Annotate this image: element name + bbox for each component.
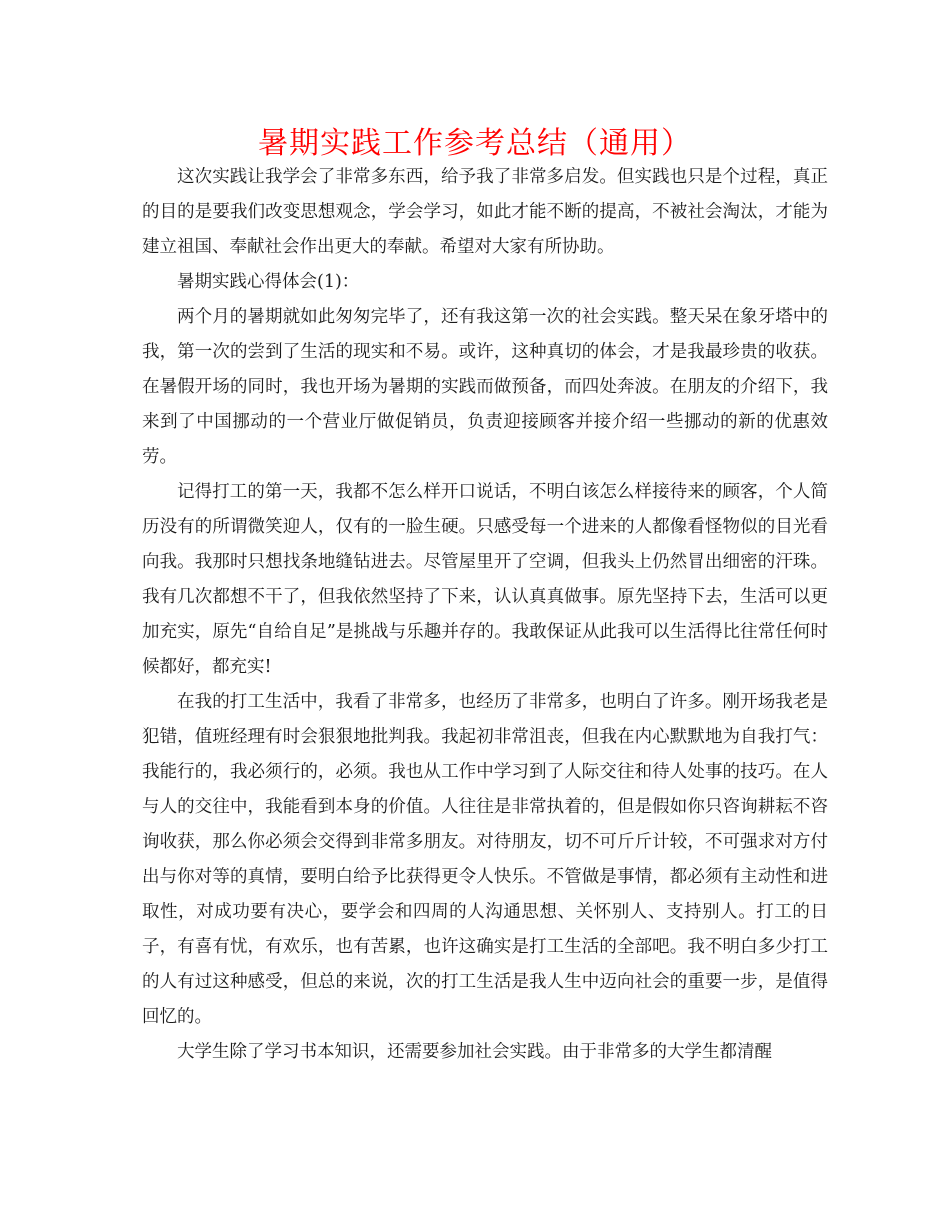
paragraph-section-heading: 暑期实践心得体会(1)： <box>177 272 360 292</box>
paragraph-body: 记得打工的第一天，我都不怎么样开口说话，不明白该怎么样接待来的顾客，个人简历没有的所谓微笑迎人，仅有的一脸生硬。只感受每一个进来的人都像看怪物似的目光看向我。我那时只想找条地缝钻进去。尽管屋里开了空调，但我头上仍然冒出细密的汗珠。我有几次都想不干了，但我依然坚持了下来，认认真真做事。原先坚持下去，生活可以更加充实，原先“自给自足”是挑战与乐趣并存的。我敢保证从此我可以生活得比往常任何时候都好，都充实! <box>142 482 828 677</box>
paragraph-intro: 这次实践让我学会了非常多东西，给予我了非常多启发。但实践也只是个过程，真正的目的是要我们改变思想观念，学会学习，如此才能不断的提高，不被社会淘汰，才能为建立祖国、奉献社会作出更大的奉献。希望对大家有所协助。 <box>142 167 828 257</box>
document-title: 暑期实践工作参考总结（通用） <box>258 126 692 161</box>
paragraph-body: 在我的打工生活中，我看了非常多，也经历了非常多，也明白了许多。刚开场我老是犯错，值班经理有时会狠狠地批判我。我起初非常沮丧，但我在内心默默地为自我打气：我能行的，我必须行的，必须。我也从工作中学习到了人际交往和待人处事的技巧。在人与人的交往中，我能看到本身的价值。人往往是非常执着的，但是假如你只咨询耕耘不咨询收获，那么你必须会交得到非常多朋友。对待朋友，切不可斤斤计较，不可强求对方付出与你对等的真情，要明白给予比获得更令人快乐。不管做是事情，都必须有主动性和进取性，对成功要有决心，要学会和四周的人沟通思想、关怀别人、支持别人。打工的日子，有喜有忧，有欢乐，也有苦累，也许这确实是打工生活的全部吧。我不明白多少打工的人有过这种感受，但总的来说，次的打工生活是我人生中迈向社会的重要一步，是值得回忆的。 <box>142 692 828 1027</box>
document-body <box>142 160 828 1070</box>
paragraph-body: 大学生除了学习书本知识，还需要参加社会实践。由于非常多的大学生都清醒 <box>177 1042 772 1062</box>
paragraph-body: 两个月的暑期就如此匆匆完毕了，还有我这第一次的社会实践。整天呆在象牙塔中的我，第一次的尝到了生活的现实和不易。或许，这种真切的体会，才是我最珍贵的收获。在暑假开场的同时，我也开场为暑期的实践而做预备，而四处奔波。在朋友的介绍下，我来到了中国挪动的一个营业厅做促销员，负责迎接顾客并接介绍一些挪动的新的优惠效劳。 <box>142 307 828 467</box>
